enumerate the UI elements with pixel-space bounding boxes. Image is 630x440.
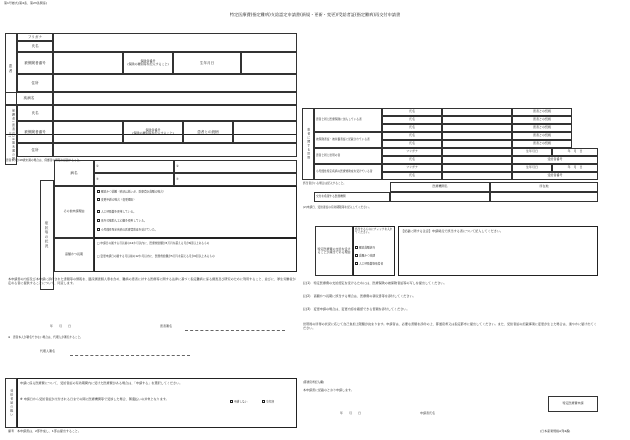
hh-name-input-2[interactable]	[442, 116, 512, 124]
hh-name-input-6[interactable]	[442, 156, 512, 164]
disease-item-4[interactable]: ④	[174, 173, 297, 186]
clinic-name-label: 医療機関名	[390, 182, 490, 192]
reason-4[interactable]: 体外式補助人工心臓を使用している。	[97, 219, 147, 223]
bottom-right-signer: 申請者氏名	[420, 411, 436, 415]
hh-name-4: 氏名	[382, 132, 442, 140]
hh-name-6: 氏名	[382, 156, 442, 164]
special-side-label: 特定医療費の支給を受けることが適当である理由	[315, 226, 353, 276]
hh-ins: 受給者番号	[512, 156, 598, 164]
disease-name-label: 病名	[54, 160, 94, 186]
furigana-label: フリガナ	[17, 33, 53, 41]
hh-furigana-input[interactable]	[442, 148, 512, 156]
right-mid-note: (2)申請日、受給者証の有効期限等を記入してください。	[303, 205, 372, 209]
rep-label: 代理人署名	[40, 349, 56, 353]
special-opt-3[interactable]: 人工呼吸器等装着者	[355, 262, 383, 266]
special-opt-2[interactable]: 高額かつ長期	[355, 254, 375, 258]
diagnosis-input[interactable]	[53, 92, 297, 105]
guardian-name-label: 氏名	[17, 105, 53, 121]
rep-line[interactable]	[70, 355, 190, 356]
bottom-line-1: 申請に係る医療費について、受給者証の有効期間内に受けた医療費がある場合は、「申請する」を選択してください。	[20, 381, 183, 385]
address-label: 住所	[17, 74, 53, 92]
gender-note: 保険者番号 (保険の種別等を記入すること)	[123, 52, 173, 74]
guardian-side-label: 保護者(患者が18歳未満の場合)	[5, 105, 17, 165]
disease-item-1[interactable]: ①	[94, 160, 174, 173]
hh-name-input-7[interactable]	[442, 172, 512, 180]
hh-name-input-1[interactable]	[442, 108, 512, 116]
rep-note: ※ 患者本人が署名できない場合は、代理人が署名すること。	[8, 335, 83, 339]
reason-2[interactable]: 変更申請の場合（変更理由）	[97, 198, 136, 202]
hh-name-3: 氏名	[382, 124, 442, 132]
footer-right: (日本産業規格A列4番)	[540, 429, 571, 433]
hh-name-input-4[interactable]	[442, 132, 512, 140]
guardian-addr-label: 住所	[17, 143, 53, 157]
guardian-note: 患者本人が18歳未満の場合は、保護者の情報を記載すること。	[6, 158, 82, 162]
name-label: 氏名	[17, 41, 53, 52]
special-opt-1[interactable]: 軽症高額該当	[355, 246, 375, 250]
guardian-ins-note: 保険者番号 (保険の種別等を記入すること)	[123, 121, 183, 143]
hh-birth-date-2[interactable]: 年 月 日	[552, 164, 598, 172]
hh-rel-4: 患者との続柄	[512, 132, 572, 140]
hh-name-5: 氏名	[382, 140, 442, 148]
official-stamp-box: 特定医療費申請	[548, 396, 598, 412]
household-side-label: 患者に関する世帯	[302, 108, 314, 180]
bottom-right-label: (都道府県記入欄)	[303, 380, 324, 384]
hh-name-input-5[interactable]	[442, 140, 512, 148]
guardian-rel-label: 患者との続柄	[183, 121, 233, 143]
guardian-addr-input[interactable]	[53, 143, 297, 157]
hh-name-2: 氏名	[382, 116, 442, 124]
clinic-addr-label: 所在地	[490, 182, 598, 192]
patient-name-input[interactable]	[53, 33, 297, 52]
household-desc2: 被保険者証・被扶養者証に記載されている者	[314, 132, 382, 148]
diagnosis-label: 疾病名	[5, 92, 53, 105]
household-desc3: 患者と同じ世帯の者	[314, 148, 382, 164]
bottom-line-2: ※ 申請日から受給者証が交付される日までの間に医療機関等で受診した場合、償還払いの対象となります。	[20, 397, 169, 401]
right-note-2: (注2) 高額かつ長期に該当する場合は、医療費の領収書等を添付してください。	[303, 294, 416, 298]
right-note-1: (注1) 特定医療費の支給認定を受けるためには、医療保険の被保険者証等の写しを提出してください。	[303, 281, 447, 285]
household-desc4: 小児慢性特定疾病の医療費助成を受けている者	[314, 164, 382, 180]
hh-rel-5: 患者との続柄	[512, 140, 572, 148]
clinic-addr-input[interactable]	[490, 192, 598, 202]
consent-body: 本申請書の内容及び本申請に添付された書類等の情報を、臨床調査個人票を含め、難病の患者に対する医療等に関する法律に基づく指定難病に係る調査及び研究のために利用すること、並びに、厚生労働省が定める者に提供することについて、同意します。	[8, 277, 296, 286]
guardian-name-input[interactable]	[53, 105, 297, 121]
opt-no-apply[interactable]: 申請しない	[230, 400, 247, 404]
right-note-3: (注3) 変更申請の場合は、変更内容を確認できる書類を添付してください。	[303, 307, 410, 311]
hh-rel-2: 患者との続柄	[512, 116, 572, 124]
consent-signer: 患者署名	[160, 324, 173, 328]
insurance-input[interactable]	[53, 52, 123, 74]
guardian-ins-label: 被保険者番号	[17, 121, 53, 143]
disease-item-3[interactable]: ③	[94, 173, 174, 186]
reason-3[interactable]: 人工呼吸器を使用している。	[97, 210, 136, 214]
hh-ins-2: 受給者番号	[512, 172, 598, 180]
guardian-rel-input[interactable]	[233, 121, 297, 143]
hh-birth-2: 生年月日	[512, 164, 552, 172]
consent-date[interactable]: 年 月 日	[50, 324, 72, 328]
form-title: 特定医療費(指定難病)支給認定申請書(新規・更新・変更)/受給者証(指定難病)再交付申請書	[229, 12, 401, 17]
clinic-name-input[interactable]	[390, 192, 490, 202]
hh-name-7: 氏名	[382, 172, 442, 180]
hh-furigana-2: フリガナ	[382, 164, 442, 172]
guardian-ins-input[interactable]	[53, 121, 123, 143]
opt-issued[interactable]: 交付済	[262, 400, 274, 404]
household-note: 該当者がいる場合は記入すること。	[303, 181, 346, 185]
disease-side-label: 症状等の状況	[40, 180, 54, 290]
pregnancy-item-2[interactable]: □ 変更申請日の属する月以前の12か月以内に、医療費総額が5万円を超える月が6回以上あるもの	[97, 254, 215, 258]
pregnancy-label: 高額かつ長期	[54, 238, 94, 272]
household-desc1: 患者と同じ医療保険に加入している者	[314, 108, 382, 132]
signer-line[interactable]	[185, 330, 285, 331]
disease-item-2[interactable]: ②	[174, 160, 297, 173]
hh-rel-3: 患者との続柄	[512, 124, 572, 132]
hh-furigana: フリガナ	[382, 148, 442, 156]
insurance-label: 被保険者番号	[17, 52, 53, 74]
footer-note: 備考 本申請書は、2部作成し、1部は提出すること。	[8, 429, 81, 433]
bottom-side-label: 受給者証の扱い	[5, 378, 17, 428]
special-note: 【記載に関する注意】申請時点で該当する者について記入してください。	[401, 229, 504, 233]
reason-1[interactable]: 軽症かつ高額（病状は低いが、医療費が高額の場合）	[97, 190, 166, 194]
bottom-right-date[interactable]: 年 月 日	[340, 411, 362, 415]
hh-rel-1: 患者との続柄	[512, 108, 572, 116]
address-input[interactable]	[53, 74, 297, 92]
hh-furigana-input-2[interactable]	[442, 164, 512, 172]
form-reference: 第1号様式(第4条、第23条関係)	[4, 1, 47, 5]
hh-name-1: 氏名	[382, 108, 442, 116]
patient-side-label: 患者	[5, 33, 17, 105]
birth-label: 生年月日	[173, 52, 241, 74]
receive-label: 交付を希望する医療機関	[314, 192, 390, 202]
reason-5[interactable]: 小児慢性特定疾病の医療費助成を受けていた。	[97, 228, 157, 232]
right-notes-body: 世帯員の所得の状況に応じて自己負担上限額が決まります。申請者は、必要な書類を添付の上、都道府県又は指定都市に提出してください。また、受給者証の記載事項に変更が生じた場合は、速やかに届け出てください。	[303, 322, 597, 331]
special-check-label: 該当するものにチェックを入れてください。	[355, 227, 393, 235]
birth-input[interactable]	[241, 52, 297, 74]
pregnancy-item-1[interactable]: □ 申請日の属する月以前の12か月以内に、医療費総額が5万円を超える月が6回以上あるもの	[97, 241, 210, 245]
hh-name-input-3[interactable]	[442, 124, 512, 132]
hh-birth-date[interactable]: 年 月 日	[552, 148, 598, 156]
hh-birth: 生年月日	[512, 148, 552, 156]
bottom-right-line: 本申請書に記載のとおり申請します。	[303, 388, 354, 392]
reason-label: その他申請理由	[54, 186, 94, 238]
